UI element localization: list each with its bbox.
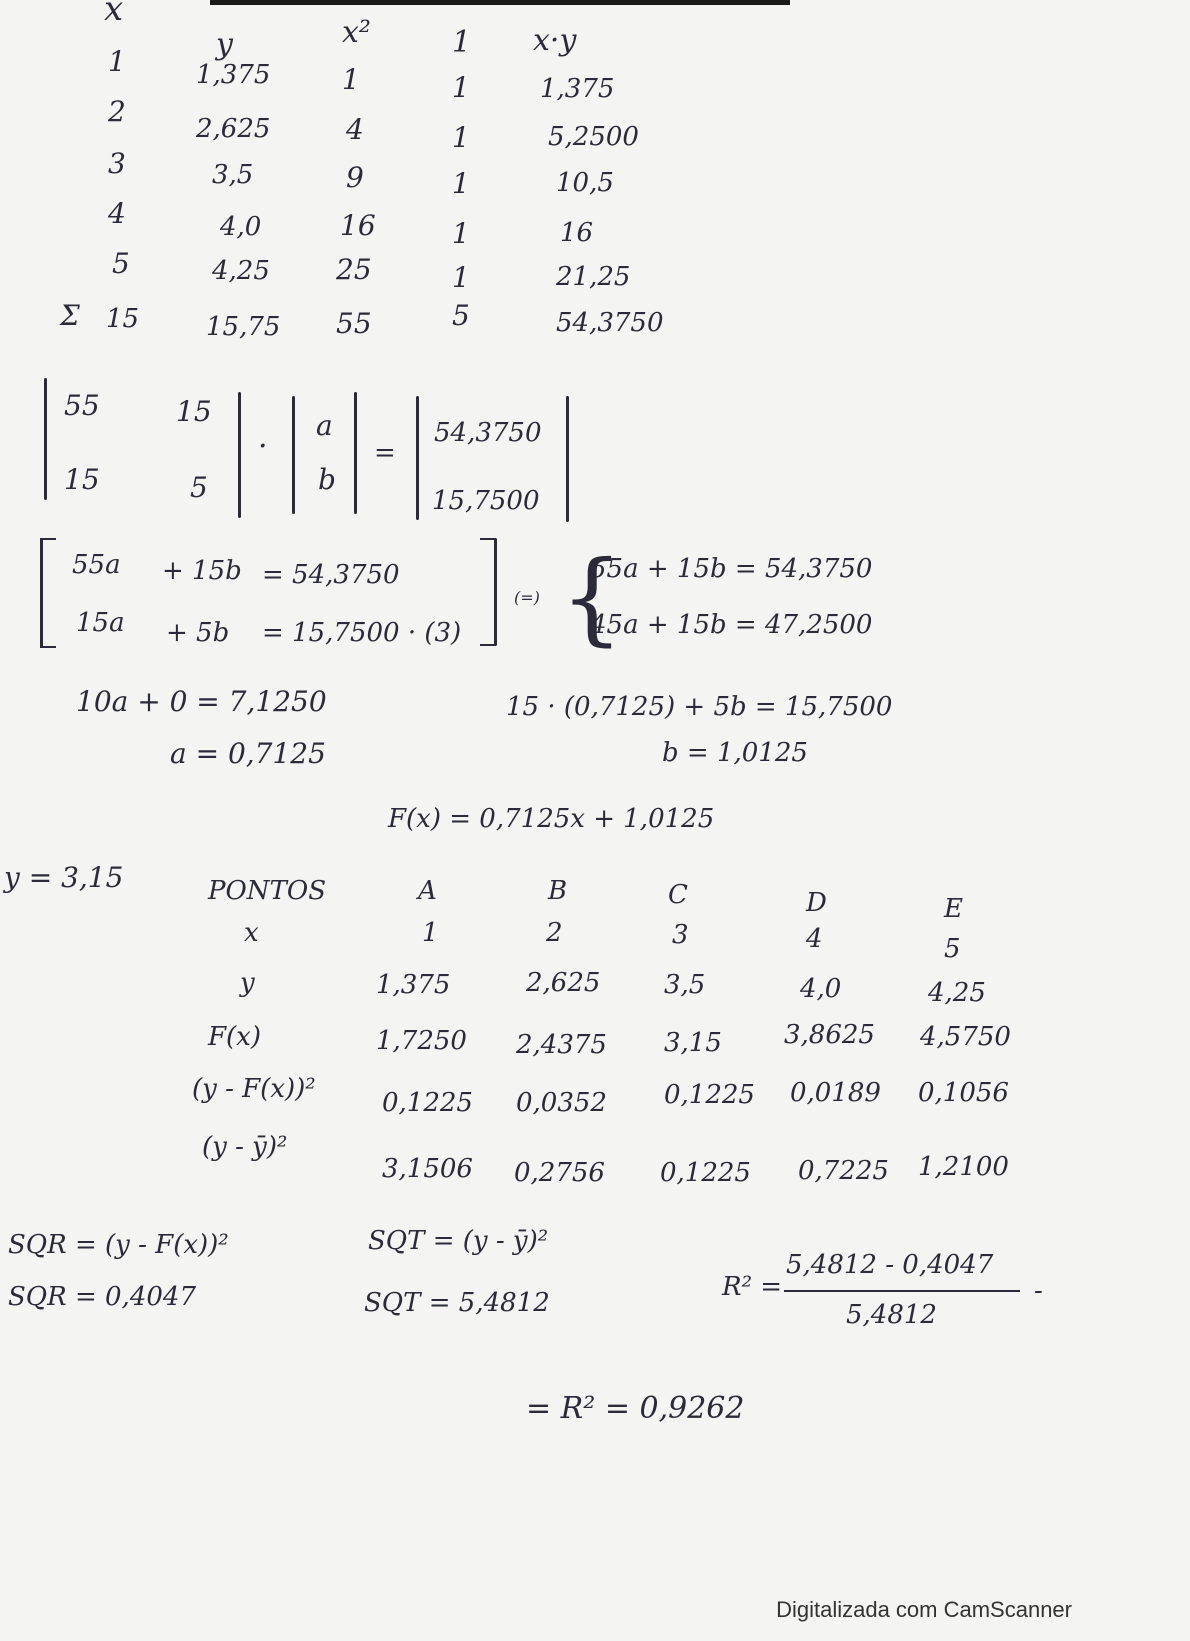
col-header-xy: x·y <box>533 23 577 58</box>
matrix-equals: = <box>374 438 396 468</box>
fx-b: 2,4375 <box>516 1030 607 1060</box>
row-label-sq-residual: (y - F(x))² <box>192 1074 316 1104</box>
vector-left-bar <box>292 396 295 514</box>
cell-x2-3: 9 <box>346 161 364 194</box>
cell-x2-2: 4 <box>346 113 364 146</box>
r2-label: R² = <box>722 1272 783 1302</box>
cell-one-4: 1 <box>452 217 470 250</box>
system-right-bracket-bottom <box>480 644 496 646</box>
matrix-m12: 15 <box>176 395 212 428</box>
system-right-bracket <box>494 538 497 646</box>
row-label-x: x <box>244 918 259 948</box>
cell-x-1: 1 <box>108 45 126 78</box>
cell-x-4: 4 <box>108 197 126 230</box>
matrix-m22: 5 <box>190 471 208 504</box>
cell-x-2: 2 <box>108 95 126 128</box>
system-left-bracket-top <box>40 538 56 540</box>
r2-numerator: 5,4812 - 0,4047 <box>786 1250 994 1280</box>
sqres-e: 0,1056 <box>918 1078 1009 1108</box>
sum-y: 15,75 <box>206 312 281 342</box>
cell-y-3: 3,5 <box>212 160 254 190</box>
cell-xy-4: 16 <box>560 218 594 248</box>
cell-xy-3: 10,5 <box>556 168 614 198</box>
system-l1-a: 55a <box>72 550 121 580</box>
result-left-bar <box>416 396 419 520</box>
r2-fraction-bar <box>784 1290 1020 1292</box>
cell-y-4: 4,0 <box>220 212 262 242</box>
sqtot-c: 0,1225 <box>660 1158 751 1188</box>
cell-one-1: 1 <box>452 71 470 104</box>
point-d: D <box>806 888 827 918</box>
row-label-fx: F(x) <box>208 1022 261 1052</box>
solve-a: a = 0,7125 <box>170 737 326 770</box>
sqr-value: SQR = 0,4047 <box>8 1282 196 1312</box>
sqtot-a: 3,1506 <box>382 1154 473 1184</box>
solve-left-1: 10a + 0 = 7,1250 <box>76 685 327 718</box>
sum-symbol: Σ <box>60 299 80 332</box>
cell-xy-2: 5,2500 <box>548 122 639 152</box>
cell-x2-5: 25 <box>336 253 372 286</box>
system-left-bracket-bottom <box>40 646 56 648</box>
col-header-x: x <box>104 0 124 29</box>
col-header-x-squared: x² <box>342 15 371 50</box>
sqtot-e: 1,2100 <box>918 1152 1009 1182</box>
y-mean: y = 3,15 <box>4 861 124 894</box>
y-e: 4,25 <box>928 978 986 1008</box>
system-l2-b: + 5b <box>166 618 230 648</box>
result-r2: 15,7500 <box>432 486 540 516</box>
r2-trailing-sign: - <box>1034 1276 1043 1306</box>
solve-right-1: 15 · (0,7125) + 5b = 15,7500 <box>506 692 893 722</box>
fx-a: 1,7250 <box>376 1026 467 1056</box>
cell-xy-5: 21,25 <box>556 262 631 292</box>
point-b: B <box>548 876 568 906</box>
cell-x2-1: 1 <box>342 63 360 96</box>
sqres-b: 0,0352 <box>516 1088 607 1118</box>
sqres-d: 0,0189 <box>790 1078 881 1108</box>
x-b: 2 <box>546 918 563 948</box>
col-header-y: y <box>216 27 233 62</box>
sum-x: 15 <box>106 304 140 334</box>
sqtot-b: 0,2756 <box>514 1158 605 1188</box>
y-b: 2,625 <box>526 968 601 998</box>
cell-x2-4: 16 <box>340 209 376 242</box>
cell-y-2: 2,625 <box>196 114 271 144</box>
col-header-one: 1 <box>452 25 472 60</box>
vector-right-bar <box>354 392 357 514</box>
cell-one-5: 1 <box>452 261 470 294</box>
x-c: 3 <box>672 920 689 950</box>
system-r2: 45a + 15b = 47,2500 <box>590 610 873 640</box>
cell-y-5: 4,25 <box>212 256 270 286</box>
sqres-a: 0,1225 <box>382 1088 473 1118</box>
system-curly-brace: { <box>560 539 624 656</box>
x-d: 4 <box>806 924 823 954</box>
cell-one-2: 1 <box>452 121 470 154</box>
row-label-sq-total: (y - ȳ)² <box>202 1132 288 1162</box>
sqtot-d: 0,7225 <box>798 1156 889 1186</box>
system-right-bracket-top <box>480 538 496 540</box>
sqres-c: 0,1225 <box>664 1080 755 1110</box>
fx-e: 4,5750 <box>920 1022 1011 1052</box>
system-l2-c: = 15,7500 · (3) <box>262 618 462 648</box>
point-a: A <box>418 876 437 906</box>
result-r1: 54,3750 <box>434 418 542 448</box>
cell-y-1: 1,375 <box>196 60 271 90</box>
solve-b: b = 1,0125 <box>662 738 808 768</box>
cell-one-3: 1 <box>452 167 470 200</box>
sqt-definition: SQT = (y - ȳ)² <box>368 1226 549 1256</box>
x-a: 1 <box>422 918 439 948</box>
point-e: E <box>944 894 963 924</box>
fx-c: 3,15 <box>664 1028 722 1058</box>
y-a: 1,375 <box>376 970 451 1000</box>
row-label-pontos: PONTOS <box>208 876 327 906</box>
cell-x-3: 3 <box>108 147 126 180</box>
r2-denominator: 5,4812 <box>846 1300 937 1330</box>
sqt-value: SQT = 5,4812 <box>364 1288 550 1318</box>
cell-x-5: 5 <box>112 247 130 280</box>
r2-result: = R² = 0,9262 <box>526 1391 745 1426</box>
sqr-definition: SQR = (y - F(x))² <box>8 1230 229 1260</box>
regression-function: F(x) = 0,7125x + 1,0125 <box>388 804 715 834</box>
sum-one: 5 <box>452 299 470 332</box>
row-label-y: y <box>240 968 255 998</box>
system-l1-b: + 15b <box>162 556 242 586</box>
matrix-left-bar <box>44 378 47 500</box>
x-e: 5 <box>944 934 961 964</box>
vector-a: a <box>316 409 333 442</box>
scan-top-edge <box>210 0 790 5</box>
y-c: 3,5 <box>664 970 706 1000</box>
matrix-m21: 15 <box>64 463 100 496</box>
point-c: C <box>668 880 688 910</box>
result-right-bar <box>566 396 569 522</box>
scanner-watermark: Digitalizada com CamScanner <box>776 1597 1072 1622</box>
equivalence-symbol: (=) <box>514 588 540 607</box>
y-d: 4,0 <box>800 974 842 1004</box>
sum-xy: 54,3750 <box>556 308 664 338</box>
matrix-m11: 55 <box>64 389 100 422</box>
matrix-dot: · <box>258 429 268 464</box>
vector-b: b <box>318 463 336 496</box>
matrix-right-bar <box>238 392 241 518</box>
system-l2-a: 15a <box>76 608 125 638</box>
system-left-bracket <box>40 538 43 648</box>
system-l1-c: = 54,3750 <box>262 560 400 590</box>
sum-x2: 55 <box>336 307 372 340</box>
system-r1: 55a + 15b = 54,3750 <box>590 554 873 584</box>
fx-d: 3,8625 <box>784 1020 875 1050</box>
cell-xy-1: 1,375 <box>540 74 615 104</box>
